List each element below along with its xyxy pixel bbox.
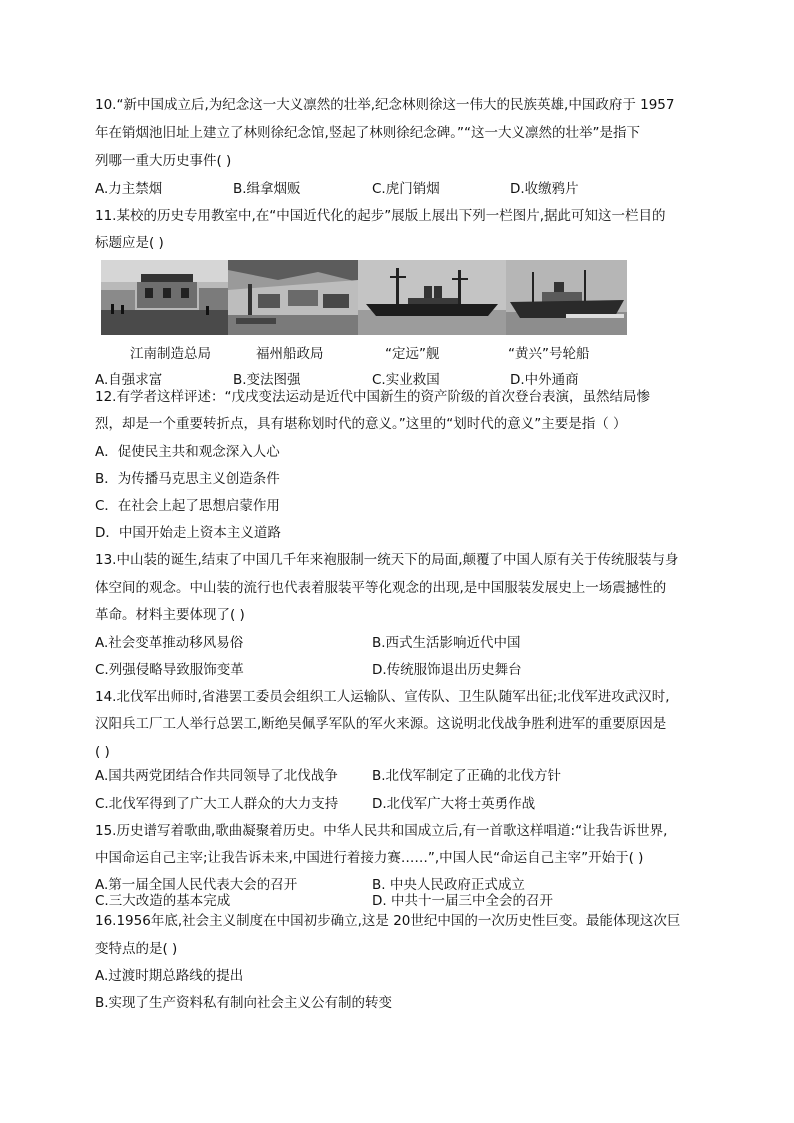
huangxing-steamship-photo xyxy=(506,260,627,335)
jiangnan-arsenal-photo xyxy=(101,260,228,335)
q15-stem-line-2: 中国命运自己主宰;让我告诉未来,中国进行着接力赛……”,中国人民“命运自己主宰”开始于( ) xyxy=(95,850,644,866)
q12-option-a: A．促使民主共和观念深入人心 xyxy=(95,444,280,460)
q12-option-c: C．在社会上起了思想启蒙作用 xyxy=(95,498,280,514)
q11-option-b: B.变法图强 xyxy=(233,372,301,388)
photo-caption-huangxing: “黄兴”号轮船 xyxy=(508,346,590,362)
q11-option-d: D.中外通商 xyxy=(510,372,579,388)
q13-option-c: C.列强侵略导致服饰变革 xyxy=(95,662,244,678)
photo-caption-fuzhou: 福州船政局 xyxy=(256,346,324,362)
q14-option-d: D.北伐军广大将士英勇作战 xyxy=(372,796,536,812)
q12-option-d: D．中国开始走上资本主义道路 xyxy=(95,525,281,541)
q10-stem-line-1: 10.“新中国成立后,为纪念这一大义凛然的壮举,纪念林则徐这一伟大的民族英雄,中国政府于 1957 xyxy=(95,97,675,113)
q15-option-c: C.三大改造的基本完成 xyxy=(95,893,231,909)
q14-stem-line-1: 14.北伐军出师时,省港罢工委员会组织工人运输队、宣传队、卫生队随军出征;北伐军进攻武汉时, xyxy=(95,689,670,705)
q11-stem-line-2: 标题应是( ) xyxy=(95,235,164,251)
q15-option-a: A.第一届全国人民代表大会的召开 xyxy=(95,877,298,893)
photo-caption-jiangnan: 江南制造总局 xyxy=(130,346,211,362)
q12-stem-line-1: 12.有学者这样评述：“戊戌变法运动是近代中国新生的资产阶级的首次登台表演，虽然结局惨 xyxy=(95,389,650,405)
q10-option-b: B.缉拿烟贩 xyxy=(233,181,301,197)
q10-option-d: D.收缴鸦片 xyxy=(510,181,579,197)
q16-option-a: A.过渡时期总路线的提出 xyxy=(95,968,244,984)
q13-option-b: B.西式生活影响近代中国 xyxy=(372,635,521,651)
q14-option-c: C.北伐军得到了广大工人群众的大力支持 xyxy=(95,796,339,812)
dingyuan-warship-photo xyxy=(358,260,506,335)
q10-option-a: A.力主禁烟 xyxy=(95,181,163,197)
q16-option-b: B.实现了生产资料私有制向社会主义公有制的转变 xyxy=(95,995,393,1011)
q13-stem-line-2: 体空间的观念。中山装的流行也代表着服装平等化观念的出现,是中国服装发展史上一场震撼性的 xyxy=(95,580,667,596)
q13-stem-line-3: 革命。材料主要体现了( ) xyxy=(95,607,245,623)
fuzhou-shipyard-photo xyxy=(228,260,358,335)
q13-stem-line-1: 13.中山装的诞生,结束了中国几千年来袍服制一统天下的局面,颠覆了中国人原有关于传统服装与身 xyxy=(95,552,679,568)
q15-option-b: B. 中央人民政府正式成立 xyxy=(372,877,525,893)
q15-option-d: D. 中共十一届三中全会的召开 xyxy=(372,893,553,909)
q14-stem-line-2: 汉阳兵工厂工人举行总罢工,断绝吴佩孚军队的军火来源。这说明北伐战争胜利进军的重要原因是 xyxy=(95,716,667,732)
q14-option-b: B.北伐军制定了正确的北伐方针 xyxy=(372,768,562,784)
q10-option-c: C.虎门销烟 xyxy=(372,181,440,197)
q12-stem-line-2: 烈，却是一个重要转折点，具有堪称划时代的意义。”这里的“划时代的意义”主要是指（ ） xyxy=(95,416,627,432)
q11-option-c: C.实业救国 xyxy=(372,372,440,388)
q13-option-d: D.传统服饰退出历史舞台 xyxy=(372,662,522,678)
q13-option-a: A.社会变革推动移风易俗 xyxy=(95,635,244,651)
q14-option-a: A.国共两党团结合作共同领导了北伐战争 xyxy=(95,768,338,784)
q12-option-b: B．为传播马克思主义创造条件 xyxy=(95,471,280,487)
q11-stem-line-1: 11.某校的历史专用教室中,在“中国近代化的起步”展版上展出下列一栏图片,据此可知这一栏目的 xyxy=(95,208,666,224)
q16-stem-line-1: 16.1956年底,社会主义制度在中国初步确立,这是 20世纪中国的一次历史性巨变。最能体现这次巨 xyxy=(95,913,681,929)
q14-stem-line-3: ( ) xyxy=(95,744,110,760)
photo-caption-dingyuan: “定远”舰 xyxy=(385,346,440,362)
q10-stem-line-3: 列哪一重大历史事件( ) xyxy=(95,153,232,169)
q10-stem-line-2: 年在销烟池旧址上建立了林则徐纪念馆,竖起了林则徐纪念碑。”“这一大义凛然的壮举”是指下 xyxy=(95,125,641,141)
q15-stem-line-1: 15.历史谱写着歌曲,歌曲凝聚着历史。中华人民共和国成立后,有一首歌这样唱道:“让我告诉世界, xyxy=(95,823,668,839)
q11-option-a: A.自强求富 xyxy=(95,372,163,388)
q16-stem-line-2: 变特点的是( ) xyxy=(95,941,178,957)
